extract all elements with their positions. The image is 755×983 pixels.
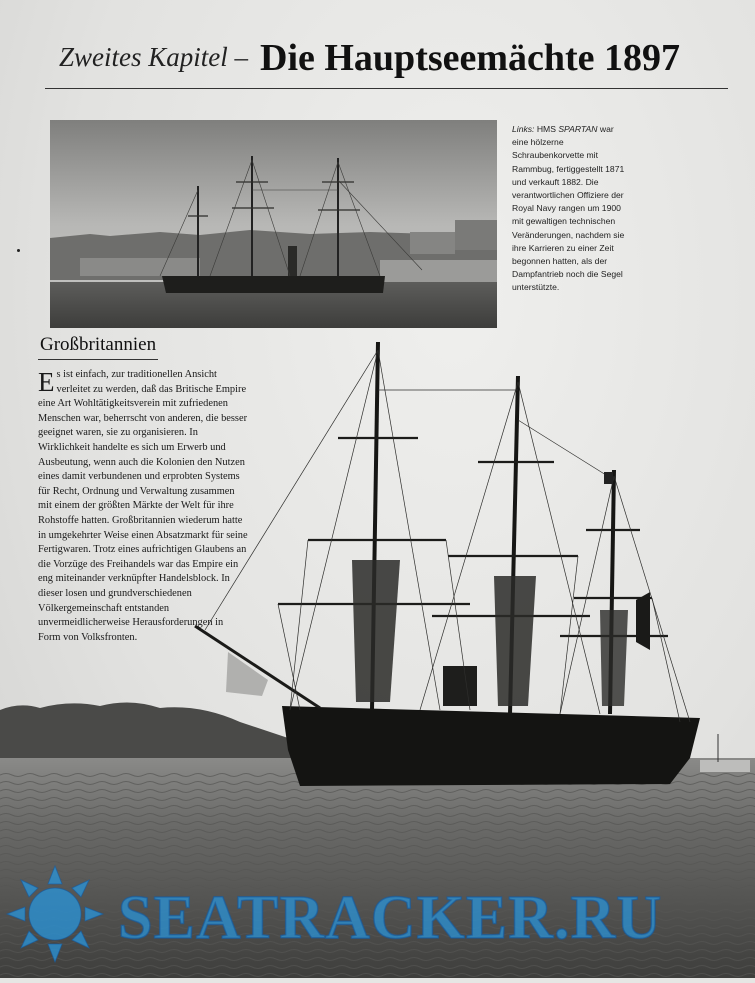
photo-caption (512, 123, 632, 295)
chapter-header (45, 36, 728, 89)
caption-text: war eine hölzerne Schraubenkorvette mit Rammbug, fertiggestellt 1871 und verkauft 1882. Die verantwortlichen Offiziere der Royal Navy rangen um 1900 mit gewaltigen technischen Veränderungen, nachdem sie ihre Karrieren zu einer Zeit begonnen hatten, als der Dampfantrieb noch die Segel unterstützte. (512, 124, 625, 293)
caption-lead: Links: (512, 124, 535, 134)
hms-spartan-photo (50, 120, 497, 328)
drop-cap: E (38, 367, 55, 397)
section-heading: Großbritannien (38, 334, 158, 360)
chapter-label: Zweites Kapitel – (59, 42, 248, 72)
body-paragraph: s ist einfach, zur traditionellen Ansicht verleitet zu werden, daß das Britische Empire eine Art Wohltätigkeitsverein mit zufriedenen Menschen war, beherrscht von anderen, die besser geeignet waren, sie zu organisieren. In Wirklichkeit handelte es sich um Erwerb und Ausbeutung, wenn auch die Kolonien den Nutzen eines damit verbundenen und erprobten Systems für Recht, Ordnung und Verwaltung zusammen mit einem der größten Märkte der Welt für ihre Rohstoffe hatten. Großbritannien wiederum hatte in umgekehrter Weise einen Absatzmarkt für seine Fertigwaren. Trotz eines aufrichtigen Glaubens an die Vorzüge des Freihandels war das Empire ein eng miteinander verknüpfter Handelsblock. In dieser losen und grundverschiedenen Völkergemeinschaft entstanden unvermeidlicherweise Herausforderungen in Form von Volksfronten. (38, 369, 248, 643)
caption-ship-name: SPARTAN (558, 124, 598, 134)
harbour-photo-drawing (50, 120, 497, 328)
watermark-text: SEATRACKER.RU (118, 884, 663, 952)
body-text (38, 368, 248, 645)
chapter-title: Die Hauptseemächte 1897 (260, 37, 681, 79)
page-speck (17, 249, 20, 252)
caption-prefix: HMS (534, 124, 559, 134)
